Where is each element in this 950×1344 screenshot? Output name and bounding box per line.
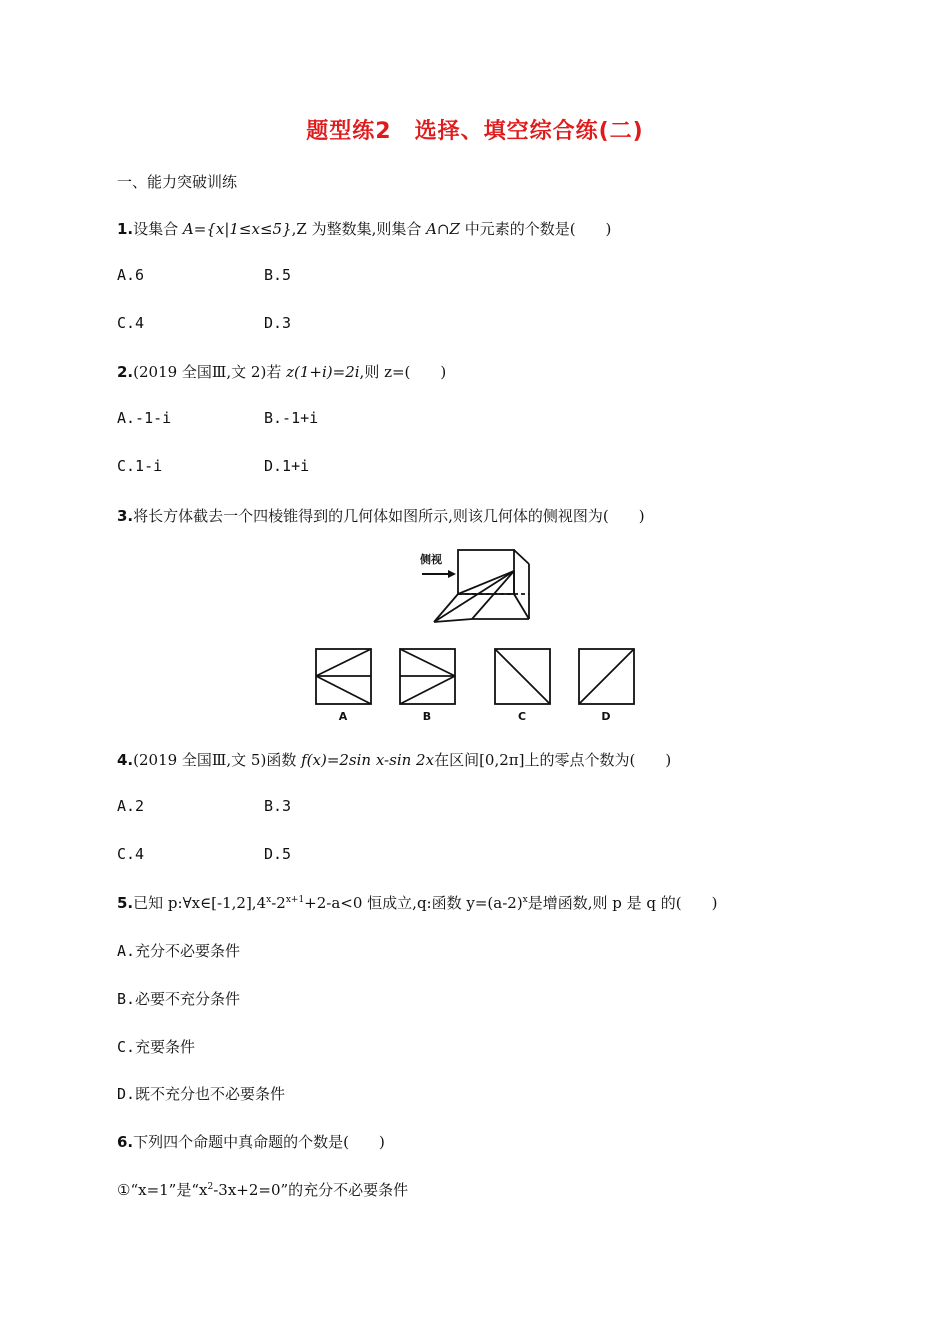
question-text: 是增函数,则 p 是 q 的( ) xyxy=(527,894,718,912)
view-option-b xyxy=(400,649,455,704)
page-title: 题型练2 选择、填空综合练(二) xyxy=(306,119,644,144)
question-number: 1. xyxy=(117,220,134,238)
exponent: x xyxy=(266,895,272,905)
figure-label: 侧视 xyxy=(420,553,442,566)
option-d: D.既不充分也不必要条件 xyxy=(117,1085,286,1103)
option-b: B.必要不充分条件 xyxy=(117,990,241,1008)
question-number: 5. xyxy=(117,894,134,912)
option-b: B.3 xyxy=(264,797,292,815)
solid-figure xyxy=(434,550,529,622)
math-expression: A={x|1≤x≤5} xyxy=(182,220,292,238)
view-label-d: D xyxy=(601,710,611,723)
question-1 xyxy=(117,218,611,239)
view-label-b: B xyxy=(422,710,432,723)
view-option-a xyxy=(316,649,371,704)
view-option-c xyxy=(495,649,550,704)
question-2 xyxy=(117,361,446,382)
exponent: 2 xyxy=(207,1182,214,1192)
view-label-c: C xyxy=(517,710,527,723)
question-number: 6. xyxy=(117,1133,134,1151)
question-text: -2 xyxy=(271,894,286,912)
question-text: (2019 全国Ⅲ,文 2)若 xyxy=(133,363,287,381)
statement-text: ①“x=1”是“x xyxy=(117,1181,208,1199)
question-number: 3. xyxy=(117,507,134,525)
question-text: 在区间[0,2π]上的零点个数为( ) xyxy=(434,751,672,769)
section-heading: 一、能力突破训练 xyxy=(117,173,238,191)
statement-1 xyxy=(117,1179,408,1200)
question-4 xyxy=(117,749,671,770)
question-text: 下列四个命题中真命题的个数是( ) xyxy=(133,1133,385,1151)
question-text: 将长方体截去一个四棱锥得到的几何体如图所示,则该几何体的侧视图为( ) xyxy=(133,507,645,525)
option-d: D.1+i xyxy=(264,457,310,475)
question-5 xyxy=(117,892,718,913)
question-text: ,Z 为整数集,则集合 xyxy=(291,220,427,238)
option-a: A.充分不必要条件 xyxy=(117,942,241,960)
statement-text: -3x+2=0”的充分不必要条件 xyxy=(213,1181,409,1199)
option-a: A.-1-i xyxy=(117,409,172,427)
question-3 xyxy=(117,505,645,526)
option-d: D.5 xyxy=(264,845,292,863)
exponent: x+1 xyxy=(285,895,305,905)
question-text: +2-a<0 恒成立,q:函数 y=(a-2) xyxy=(304,894,523,912)
question-text: 中元素的个数是( ) xyxy=(459,220,612,238)
question-6 xyxy=(117,1131,385,1152)
option-c: C.充要条件 xyxy=(117,1038,196,1056)
view-option-d xyxy=(579,649,634,704)
question-text: 已知 p:∀x∈[-1,2],4 xyxy=(133,894,267,912)
view-label-a: A xyxy=(338,710,348,723)
option-a: A.6 xyxy=(117,266,145,284)
question-text: ,则 z=( ) xyxy=(359,363,447,381)
question-text: (2019 全国Ⅲ,文 5)函数 xyxy=(133,751,302,769)
math-expression: A∩Z xyxy=(426,220,460,238)
option-c: C.4 xyxy=(117,314,145,332)
math-expression: f(x)=2sin x-sin 2x xyxy=(301,751,435,769)
option-c: C.1-i xyxy=(117,457,163,475)
exponent: x xyxy=(522,895,528,905)
option-d: D.3 xyxy=(264,314,292,332)
question-text: 设集合 xyxy=(133,220,183,238)
geometry-figure xyxy=(308,546,648,730)
question-number: 4. xyxy=(117,751,134,769)
math-expression: z(1+i)=2i xyxy=(286,363,360,381)
option-b: B.-1+i xyxy=(264,409,319,427)
option-b: B.5 xyxy=(264,266,292,284)
solid-and-views-diagram xyxy=(308,546,648,726)
option-c: C.4 xyxy=(117,845,145,863)
option-a: A.2 xyxy=(117,797,145,815)
arrow-icon xyxy=(422,570,456,578)
question-number: 2. xyxy=(117,363,134,381)
